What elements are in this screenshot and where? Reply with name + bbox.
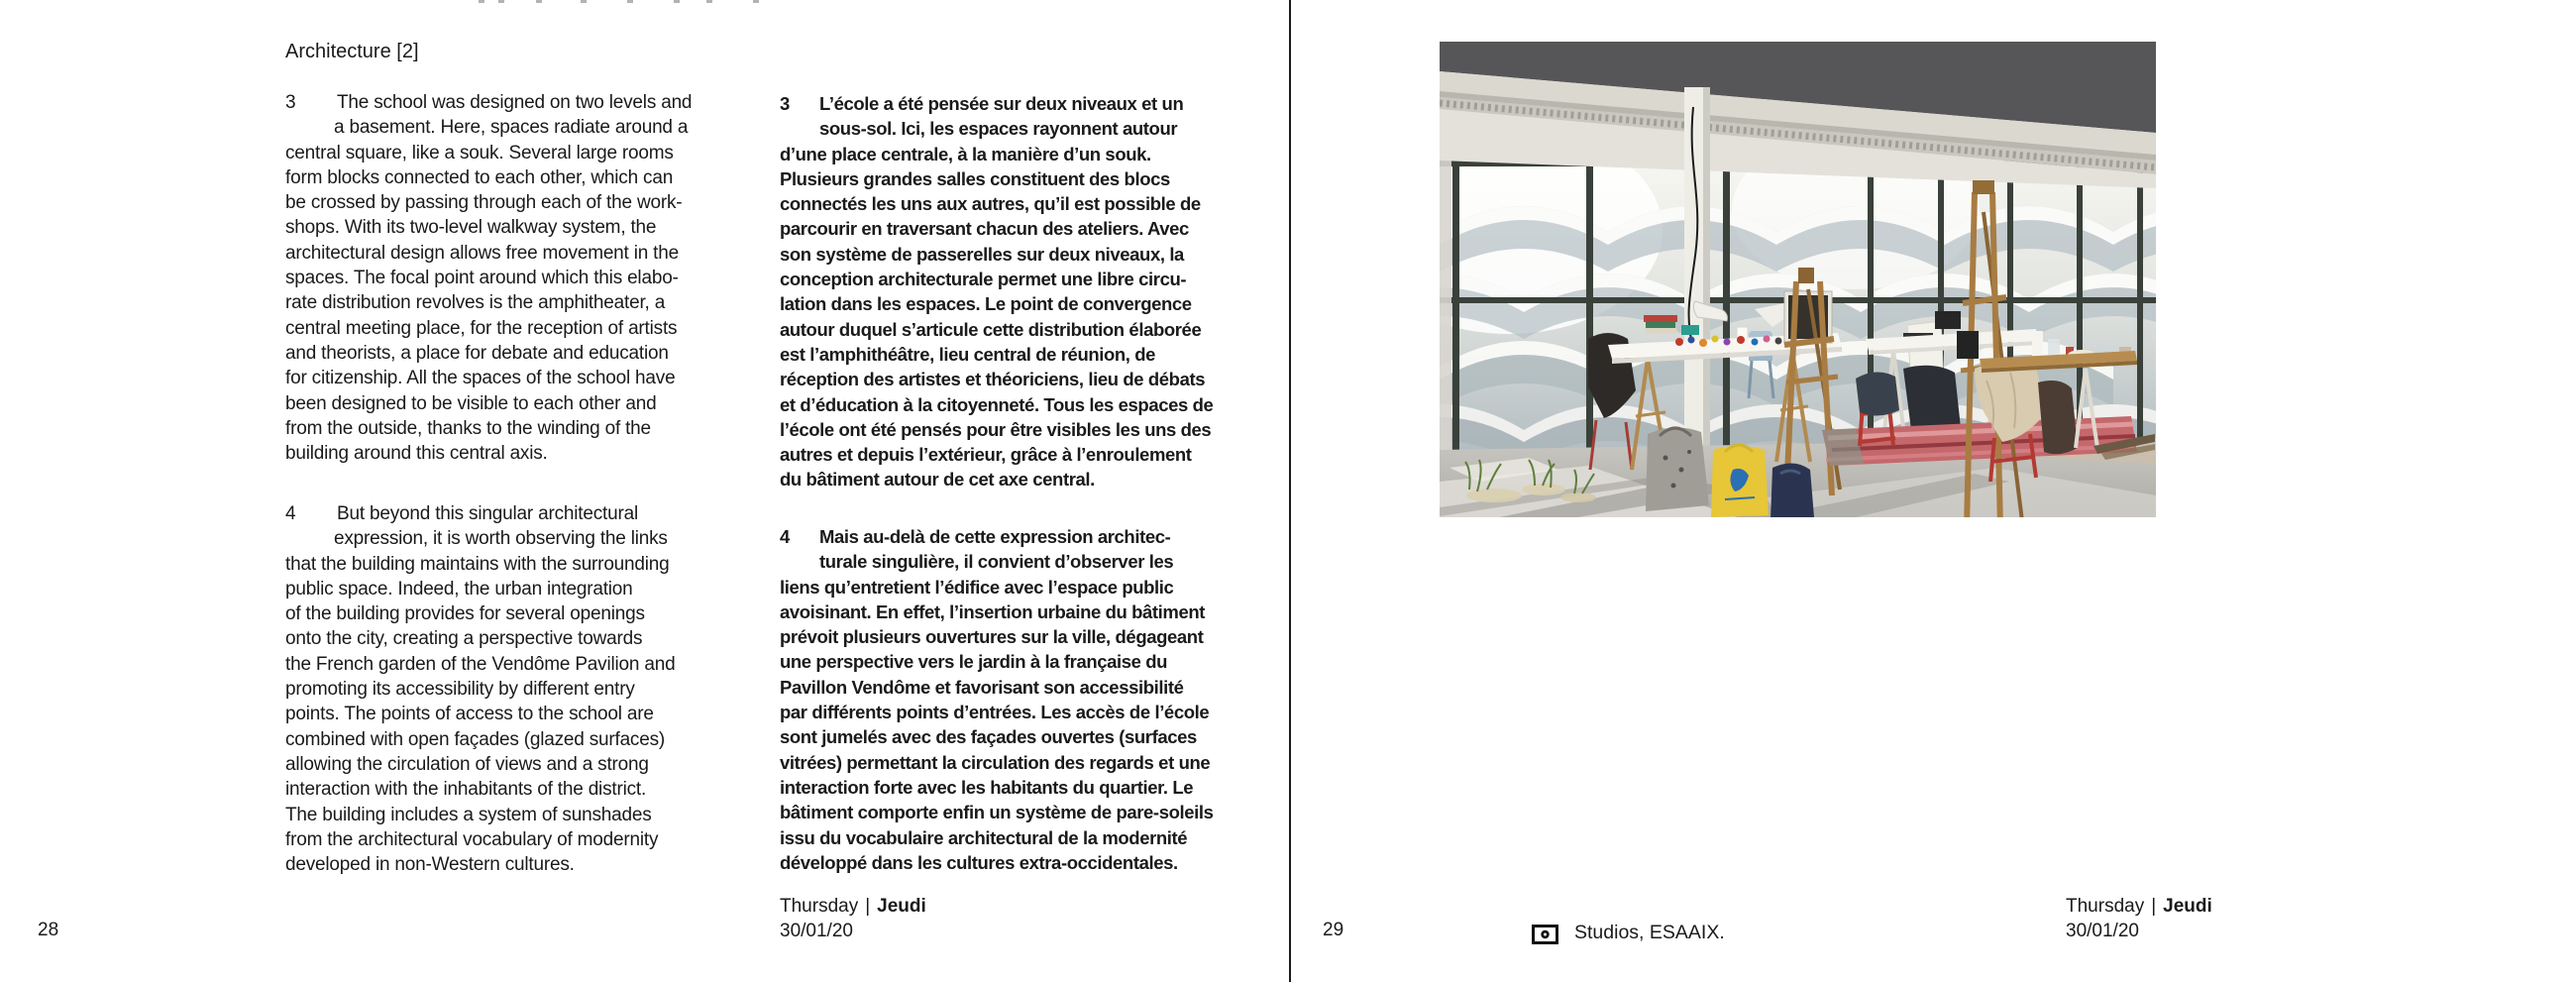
page-divider-rule <box>1289 0 1291 982</box>
camera-icon <box>1532 925 1558 944</box>
page-number-left: 28 <box>38 920 59 940</box>
english-paragraph-3: 3 The school was designed on two levels and a basement. Here, spaces radiate around a central square, like a souk. Several large rooms form blocks connected to each other, which can be crossed by passing through each of the work- shops. With its two-level walkway system, the architectural design allows free movement in the spaces. The focal point around which this elabo- rate distribution revolves is the amphitheater, a central meeting place, for the reception of artists and theorists, a place for debate and education for citizenship. All the spaces of the school have been designed to be visible to each other and from the outside, thanks to the winding of the building around this central axis. <box>285 92 693 465</box>
page-number-right: 29 <box>1323 920 1344 940</box>
paragraph-number: 4 <box>285 503 296 524</box>
english-paragraph-4: 4 But beyond this singular architectural expression, it is worth observing the links that the building maintains with the surrounding public space. Indeed, the urban integration of the building provides for several openings onto the city, creating a perspective towards the French garden of the Vendôme Pavilion and promoting its accessibility by different entry points. The points of access to the school are combined with open façades (glazed surfaces) allowing the circulation of views and a strong interaction with the inhabitants of the district. The building includes a system of sunshades from the architectural vocabulary of modernity developed in non-Western cultures. <box>285 503 676 876</box>
page-title: Architecture [2] <box>285 41 419 62</box>
studio-photo-illustration <box>1440 42 2156 517</box>
paragraph-number: 3 <box>285 92 296 113</box>
french-paragraph-3: 3 L’école a été pensée sur deux niveaux et un sous-sol. Ici, les espaces rayonnent autour d’une place centrale, à la manière d’un souk. Plusieurs grandes salles constituent des blocs connectés les uns aux autres, qu’il est possible de parcourir en traversant chacun des ateliers. Avec son système de passerelles sur deux niveaux, la conception architecturale permet une libre circu- lation dans les espaces. Le point de convergence autour duquel s’articule cette distribution élaborée est l’amphithéâtre, lieu central de réunion, de réception des artistes et théoriciens, lieu de débats et d’éducation à la citoyenneté. Tous les espaces de l’école ont été pensés pour être visibles les uns des autres et depuis l’extérieur, grâce à l’enroulement du bâtiment autour de cet axe central. <box>780 93 1214 491</box>
paragraph-number: 3 <box>780 93 790 114</box>
studio-photo <box>1440 42 2156 517</box>
paragraph-number: 4 <box>780 526 790 547</box>
dark-garment <box>1856 372 1899 415</box>
footer-date-left: Thursday | Jeudi 30/01/20 <box>780 896 926 941</box>
footer-date-right: Thursday | Jeudi 30/01/20 <box>2066 896 2212 941</box>
french-paragraph-4: 4 Mais au-delà de cette expression architec- turale singulière, il convient d’observer les liens qu’entretient l’édifice avec l’espace public avoisinant. En effet, l’insertion urbaine du bâtiment prévoit plusieurs ouvertures sur la ville, dégageant une perspective vers le jardin à la française du Pavillon Vendôme et favorisant son accessibilité par différents points d’entrées. Les accès de l’école sont jumelés avec des façades ouvertes (surfaces vitrées) permettant la circulation des regards et une interaction forte avec les habitants du quartier. Le bâtiment comporte enfin un système de pare-soleils issu du vocabulaire architectural de la modernité développé dans les cultures extra-occidentales. <box>780 526 1214 873</box>
photo-caption: Studios, ESAAIX. <box>1574 922 1725 943</box>
